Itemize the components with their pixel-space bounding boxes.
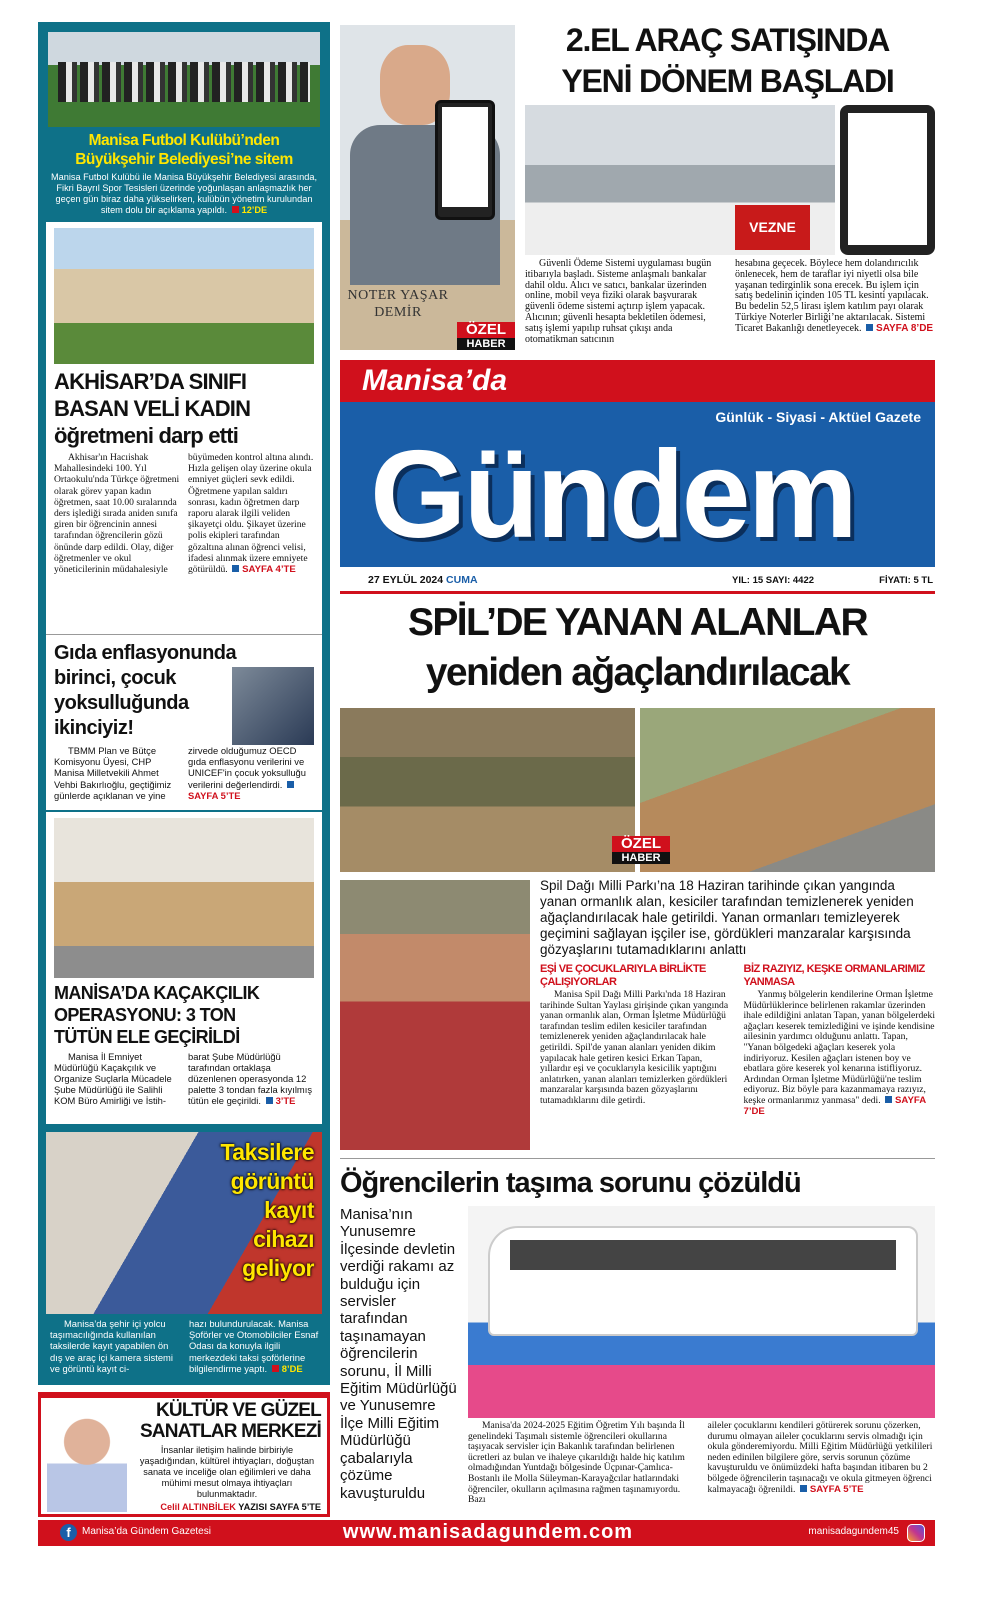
page-ref[interactable]: 3’TE — [264, 1095, 296, 1106]
headline: Gıda enflasyonunda — [54, 642, 237, 664]
badge: HABER — [457, 338, 515, 350]
page-ref[interactable]: SAYFA 8’DE — [864, 323, 933, 334]
team-photo — [48, 32, 320, 127]
page-ref[interactable]: SAYFA 5’TE — [798, 1484, 864, 1495]
left-column — [38, 22, 330, 1385]
headline: kayıt — [264, 1197, 314, 1223]
story-body: Yanmış bölgelerin kendilerine Orman İşletme Müdürlüklerince belirlenen rakamlar üzerinden ihale edildiğini anlatan Tapan, yanan bölgelerdeki ağaçları keserek temizlediğini ve işinde kendisine ailesinin yardımcı olduğunu anlattı. Tapan, "Yanan bölgedeki ağaçları keserek yola indiriyoruz. Kesilen ağaçları istenen boy ve ebatlara göre keserek yol kenarına istifliyoruz. Ardından Orman İşletme Müdürlüğü'ne teslim ediyoruz. Biz böyle para kazanmamaya razıyız, keşke ormanlarımız yanmasa" dedi. — [743, 989, 935, 1106]
instagram-link[interactable]: manisadagundem45 — [808, 1526, 899, 1537]
bottom-headline: Öğrencilerin taşıma sorunu çözüldü — [340, 1167, 801, 1199]
headline: BASAN VELİ KADIN — [54, 396, 251, 421]
issue-date: 27 EYLÜL 2024 — [368, 574, 444, 586]
exclusive-badge — [612, 836, 670, 864]
headline: YENİ DÖNEM BAŞLADI — [561, 63, 894, 99]
headline: Manisa Futbol Kulübü’nden — [88, 132, 280, 149]
subheadline: BİZ RAZIYIZ, KEŞKE ORMANLARIMIZ YANMASA — [743, 963, 925, 988]
story-taxi[interactable] — [46, 1132, 322, 1382]
school-photo — [54, 228, 314, 364]
story-body: büyümeden kontrol altına alındı. Hızla gelişen olay üzerine okula emniyet güçleri sevk edildi. Öğretmene yapılan saldırı sonrası, kadın öğretmen darp raporu alarak ilgili veliden şikayetçi oldu. Şikayet üzerine polis ekipleri tarafından gözaltına alınan öğrenci velisi, ifadesi alınmak üzere emniyete götürüldü. — [188, 452, 314, 576]
issue-day: CUMA — [446, 574, 478, 586]
masthead-top — [340, 360, 935, 402]
headline: AKHİSAR’DA SINIFI — [54, 369, 247, 394]
dateline — [340, 572, 935, 594]
headline: cihazı — [253, 1226, 314, 1252]
tobacco-photo — [54, 818, 314, 978]
headline: 2.EL ARAÇ SATIŞINDA — [565, 22, 890, 58]
office-photo — [525, 105, 835, 255]
divider — [340, 1158, 935, 1159]
masthead-pre: Manisa’da — [362, 364, 508, 397]
story-body: barat Şube Müdürlüğü tarafından ortaklaşa düzenlenen operasyonda 12 palette 3 tondan fazla kıyılmış tütün ele geçirildi. — [188, 1051, 313, 1106]
headline: birinci, çocuk — [54, 667, 176, 689]
students-photo — [468, 1206, 935, 1418]
page-ref[interactable]: YAZISI SAYFA 5’TE — [238, 1502, 321, 1512]
column-box[interactable] — [38, 1392, 330, 1517]
nameplate: NOTER YAŞAR DEMİR — [347, 288, 449, 320]
headline: görüntü — [230, 1168, 314, 1194]
story-inflation[interactable] — [46, 634, 322, 810]
story-body: hazı bulundurulacak. Manisa Şoförler ve Otomobilciler Esnaf Odası da konuyla ilgili merkezdeki taksi şoförlerine bilgilendirme yaptı. — [189, 1318, 319, 1374]
website-link[interactable]: www.manisadagundem.com — [342, 1521, 634, 1543]
headline: ikinciyiz! — [54, 717, 134, 739]
headline: OPERASYONU: 3 TON — [54, 1005, 236, 1025]
vezne-sign: VEZNE — [735, 205, 810, 250]
page-ref[interactable]: SAYFA 4’TE — [230, 564, 296, 575]
bottom-lead: Manisa’nın Yunusemre İlçesinde devletin verdiği rakamı az bulduğu için servisler tarafından taşınamayan öğrencilerin sorunu, İl Milli Eğitim Müdürlüğü ve Yunusemre İlçe Milli Eğitim Müdürlüğü çabalarıyla çözüme kavuşturuldu — [340, 1206, 457, 1502]
notary-photo — [340, 25, 515, 350]
story-body: Akhisar'ın Hacıishak Mahallesindeki 100. Yıl Ortaokulu'nda Türkçe öğretmeni olarak görev yapan kadın öğretmen, saat 10.00 sıralarında ders işlediği sırada aniden sınıfa giren bir öğrencinin annesi tarafından öğrencilerin gözü önünde darp edildi. Olay, diğer öğretmenler ve okul yöneticilerinin müdahalesiyle — [54, 452, 180, 576]
story-body: Manisa İl Emniyet Müdürlüğü Kaçakçılık ve Organize Suçlarla Mücadele Şube Müdürlüğü ile Salihli KOM Büro Amirliği ve İstih- — [54, 1051, 172, 1106]
story-body: hesabına geçecek. Böylece hem dolandırıcılık önlenecek, hem de taraflar iyi niyetli olsa bile yaşanan tedirginlik sona erecek. Bu işlem için satış bedelinin içinden 105 TL kesinti yapılacak. Bu bedelin 52,5 lirası işlem katılım payı olarak Türkiye Noterler Birliği’ne aktarılacak. Sistemi Ticaret Bakanlığı denetleyecek. — [735, 258, 929, 334]
story-akhisar[interactable] — [46, 222, 322, 634]
forest-photo — [340, 708, 635, 872]
headline: TÜTÜN ELE GEÇİRİLDİ — [54, 1027, 240, 1047]
logs-photo — [640, 708, 935, 872]
headline: geliyor — [242, 1255, 314, 1281]
footer — [38, 1520, 935, 1546]
headline: Büyükşehir Belediyesi’ne sitem — [75, 151, 293, 168]
main-lead: Spil Dağı Milli Parkı’na 18 Haziran tarihinde çıkan yangında yanan ormanlık alan, kesiciler tarafından temizlenerek yeniden ağaçlandırılacak hale getirildi. Yanan ormanları temizleyerek geçimini sağlayan işçiler ise, gördükleri manzaralar karşısında gözyaşlarını tutamadıklarını anlattı — [540, 878, 914, 957]
column-title: KÜLTÜR VE GÜZEL — [156, 1400, 321, 1421]
phone-photo — [840, 105, 935, 255]
badge: HABER — [612, 852, 670, 864]
author-photo — [47, 1404, 127, 1512]
author-name: Celil ALTINBİLEK — [160, 1502, 236, 1512]
main-headline: SPİL’DE YANAN ALANLAR — [407, 601, 868, 644]
masthead-tagline: Günlük - Siyasi - Aktüel Gazete — [715, 409, 921, 425]
main-headline: yeniden ağaçlandırılacak — [425, 651, 850, 694]
story-football[interactable] — [46, 32, 322, 218]
page-ref[interactable]: SAYFA 7’DE — [743, 1094, 926, 1117]
main-text — [540, 878, 935, 1117]
headline: yoksulluğunda — [54, 692, 189, 714]
page-ref[interactable]: SAYFA 5’TE — [188, 779, 297, 801]
subheadline: EŞİ VE ÇOCUKLARIYLA BİRLİKTE ÇALIŞIYORLAR — [540, 963, 706, 988]
story-body: Manisa'da 2024-2025 Eğitim Öğretim Yılı başında İl genelindeki Taşımalı sistemle öğrencileri okullarına taşıyacak servisler için Bakanlık tarafından belirlenen ücretleri az bulan ve ihaleye çıkarıldığı halde hiç katılım olmadığından Yuntdağı bölgesinde Üçpınar-Çamlıca-Bostanlı ile Molla Süleyman-Karayağcılar hatlarındaki öğrenciler, okulların açılmasına rağmen taşınamıyordu. Bazı — [468, 1420, 685, 1506]
column-body: İnsanlar iletişim halinde birbiriyle yaşadığından, kültürel ihtiyaçları, doğuştan sanata ve inceliğe olan eğilimleri ve daha mühimi mesut olmaya ihtiyaçları bulunmaktadır. — [139, 1445, 315, 1499]
story-body: Güvenli Ödeme Sistemi uygulaması bugün itibarıyla başladı. Sisteme anlaşmalı bankalar dahil oldu. Alıcı ve satıcı, bankalar üzerinden online, mobil veya fiziki olarak başvurarak güvenli ödeme sistemi açtırıp işlem yapacak. Alıcının; güvenli hesapta bekletilen ödemesi, satış işlemi yapılıp ruhsat çıkışı anda otomatikman satıcının — [525, 258, 712, 345]
story-body: Manisa Spil Dağı Milli Parkı'nda 18 Haziran tarihinde Sultan Yaylası girişinde çıkan yangında yanan ormanlık alan, Orman İşletme Müdürlüğü tarafından teslim edilen kesiciler tarafından temizlenerek yeniden ağaçlandırılacak hale getirildi. Spil'de yanan alanları yeniden dikim yapılacak hale getiren kesici Erkan Tapan, yıllardır eşi ve çocuklarıyla kesicilik yaptığını anlatırken, yanan alanları temizlerken gördükleri manzaralar karşısında bazen gözyaşlarını tutamadıklarını dile getirdi. — [540, 989, 729, 1106]
story-body: TBMM Plan ve Bütçe Komisyonu Üyesi, CHP Manisa Milletvekili Ahmet Vehbi Bakırlıoğlu, geçtiğimiz günlerde açıklanan ve yine — [54, 745, 172, 801]
masthead-name: Gündem — [370, 426, 855, 564]
story-body: zirvede olduğumuz OECD gıda enflasyonu verilerini ve UNICEF'in çocuk yoksulluğu verilerini değerlendirdi. — [188, 745, 306, 790]
instagram-icon[interactable] — [907, 1524, 925, 1542]
facebook-icon[interactable]: f — [60, 1524, 77, 1541]
story-body: aileler çocuklarını kendileri götürerek sorunu çözerken, durumu olmayan aileler çocuklarını servis olmadığı için okula gönderemiyordu. Milli Eğitim Müdürlüğü yetkilileri neden edinilen bilgilere göre, servis sorunun çözüme kavuşturuldu ve önümüzdeki hafta başından itibaren bu 2 bölgede öğrencilerin taşınacağı ve okula gitmeyen öğrenci kalmayacağı öğrenildi. — [707, 1420, 933, 1495]
story-smuggling[interactable] — [46, 812, 322, 1124]
price: FİYATI: 5 TL — [879, 575, 933, 586]
story-body: Manisa’da şehir içi yolcu taşımacılığında kullanılan taksilerde kayıt yapabilen ön dış ve araç içi kamera sistemi ve görüntü kayıt ci- — [50, 1318, 173, 1374]
worker-photo — [340, 880, 530, 1150]
masthead-logo[interactable] — [340, 402, 935, 567]
page-ref[interactable]: 8’DE — [270, 1363, 303, 1374]
badge: ÖZEL — [621, 835, 661, 852]
story-body: Manisa Futbol Kulübü ile Manisa Büyükşehir Belediyesi arasında, Fikri Bayrıl Spor Tesisleri üzerinde yoğunlaşan anlaşmazlık her geçen gün biraz daha yükselirken, kulübün yönetim kurulundan sitem dolu bir açıklama yapıldı. — [50, 172, 318, 215]
headline: Taksilere — [220, 1139, 314, 1165]
facebook-link[interactable]: Manisa’da Gündem Gazetesi — [82, 1526, 211, 1537]
headline: MANİSA’DA KAÇAKÇILIK — [54, 983, 260, 1003]
column-title: SANATLAR MERKEZİ — [139, 1421, 321, 1442]
page-ref[interactable]: 12’DE — [230, 205, 268, 215]
headline: öğretmeni darp etti — [54, 423, 239, 448]
issue-number: YIL: 15 SAYI: 4422 — [732, 575, 815, 586]
badge: ÖZEL — [466, 321, 506, 338]
